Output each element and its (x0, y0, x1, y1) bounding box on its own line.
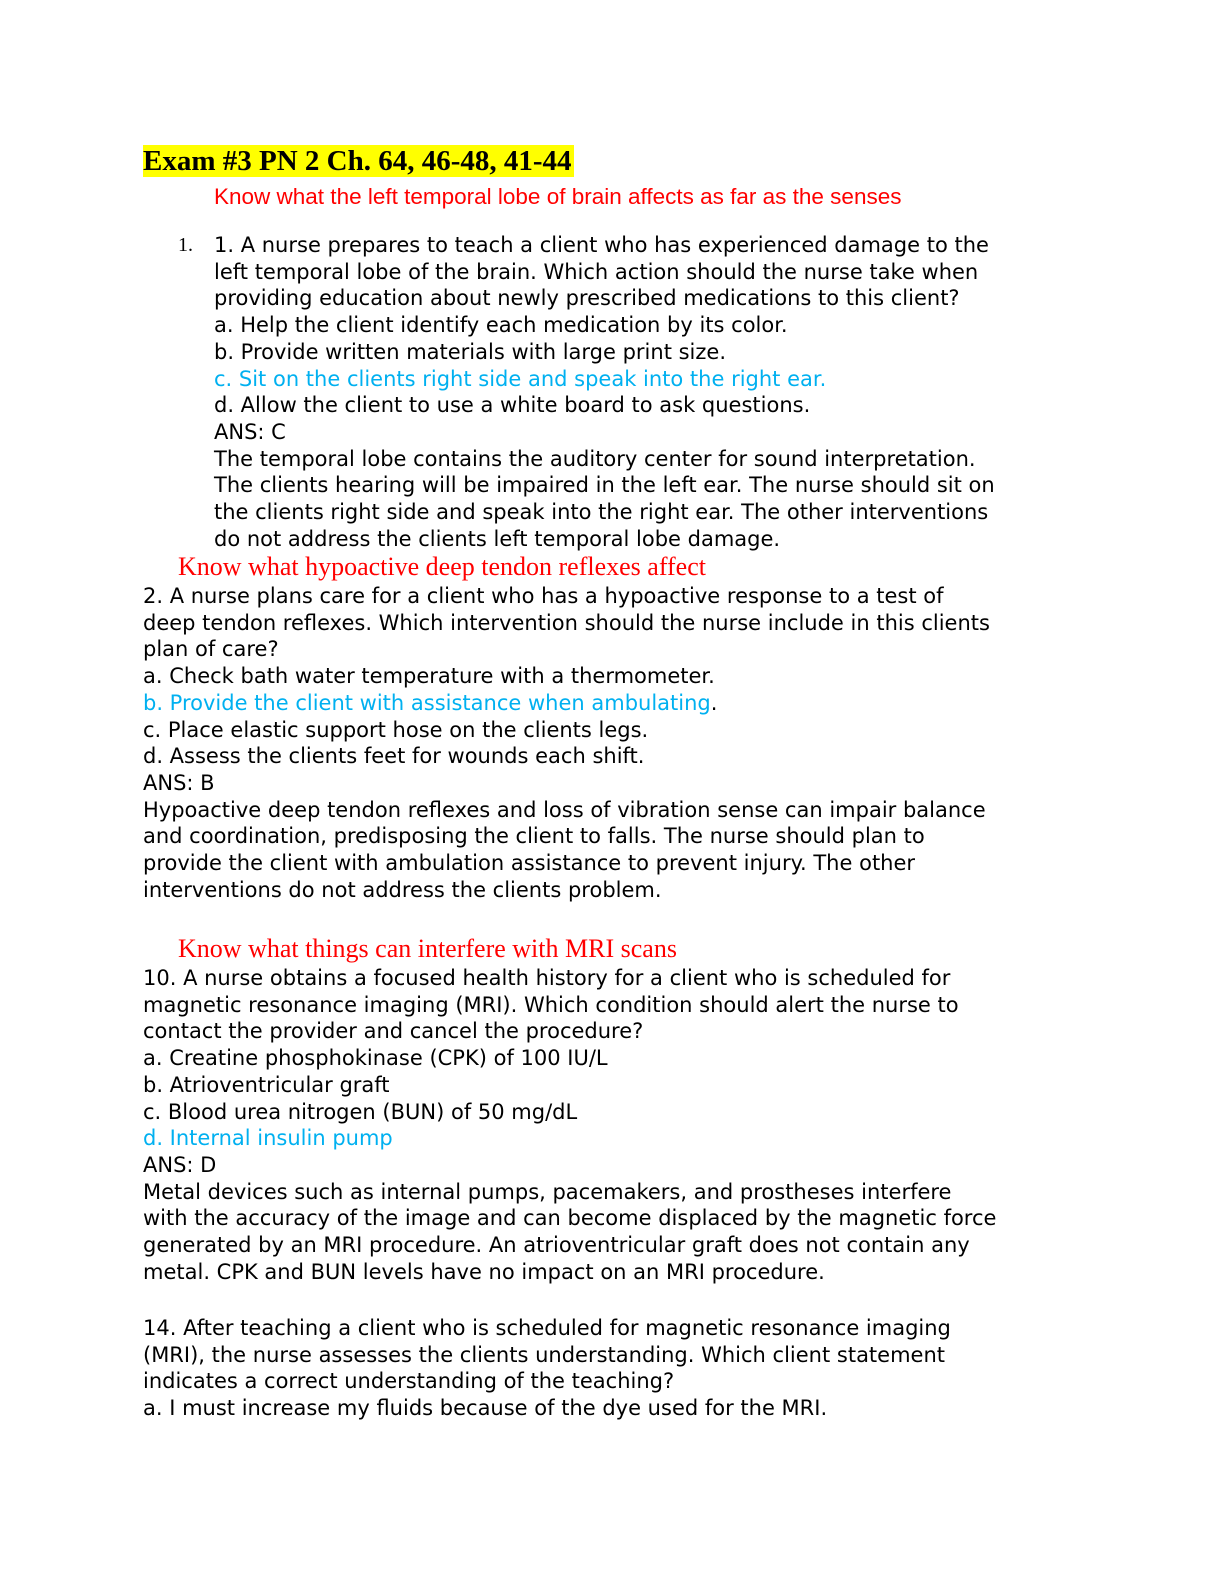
rationale-line: provide the client with ambulation assistance to prevent injury. The other (143, 851, 916, 876)
rationale-line: the clients right side and speak into the right ear. The other interventions (214, 500, 989, 525)
rationale-line: Hypoactive deep tendon reflexes and loss of vibration sense can impair balance (143, 797, 986, 822)
question-14 (143, 1315, 1093, 1422)
rationale-line: with the accuracy of the image and can become displaced by the magnetic force (143, 1206, 997, 1231)
question-2 (143, 583, 1093, 903)
rationale-line: Metal devices such as internal pumps, pacemakers, and prostheses interfere (143, 1179, 952, 1204)
question-stem-line: deep tendon reflexes. Which intervention should the nurse include in this clients (143, 610, 990, 635)
section-heading-temporal-lobe: Know what the left temporal lobe of brain affects as far as the senses (214, 184, 902, 209)
rationale-line: generated by an MRI procedure. An atrioventricular graft does not contain any (143, 1233, 970, 1258)
option-b-row (143, 690, 1093, 717)
option-a: a. Check bath water temperature with a thermometer. (143, 664, 715, 689)
question-stem-line: contact the provider and cancel the procedure? (143, 1019, 644, 1044)
option-c: c. Place elastic support hose on the clients legs. (143, 717, 649, 742)
question-stem-line: plan of care? (143, 637, 279, 662)
question-stem-line: 2. A nurse plans care for a client who has a hypoactive response to a test of (143, 584, 944, 608)
rationale-line: do not address the clients left temporal lobe damage. (214, 526, 781, 551)
option-c: c. Blood urea nitrogen (BUN) of 50 mg/dL (143, 1099, 578, 1124)
option-b-period: . (710, 690, 718, 715)
option-a: a. Creatine phosphokinase (CPK) of 100 IU/L (143, 1046, 608, 1071)
rationale-line: metal. CPK and BUN levels have no impact on an MRI procedure. (143, 1259, 825, 1284)
question-stem-line: 10. A nurse obtains a focused health history for a client who is scheduled for (143, 966, 951, 990)
section-heading-reflexes: Know what hypoactive deep tendon reflexes affect (178, 552, 706, 581)
question-stem-line: left temporal lobe of the brain. Which action should the nurse take when (214, 259, 979, 284)
title-highlight: Exam #3 PN 2 Ch. 64, 46-48, 41-44 (143, 145, 572, 177)
question-stem-line: indicates a correct understanding of the teaching? (143, 1369, 675, 1394)
option-d: d. Allow the client to use a white board to ask questions. (214, 393, 811, 418)
option-c-correct: c. Sit on the clients right side and speak into the right ear. (214, 366, 827, 391)
rationale-line: The clients hearing will be impaired in the left ear. The nurse should sit on (214, 473, 995, 498)
option-b-correct: b. Provide the client with assistance when ambulating (143, 690, 711, 715)
option-a: a. I must increase my fluids because of the dye used for the MRI. (143, 1396, 828, 1421)
question-stem-line: 14. After teaching a client who is scheduled for magnetic resonance imaging (143, 1316, 951, 1340)
question-stem-line: providing education about newly prescribed medications to this client? (214, 286, 960, 311)
option-d: d. Assess the clients feet for wounds each shift. (143, 744, 645, 769)
question-stem-line: (MRI), the nurse assesses the clients understanding. Which client statement (143, 1342, 946, 1367)
option-a: a. Help the client identify each medication by its color. (214, 313, 788, 338)
answer-key: ANS: B (143, 770, 215, 795)
rationale-line: The temporal lobe contains the auditory center for sound interpretation. (214, 446, 976, 471)
option-b: b. Provide written materials with large print size. (214, 339, 726, 364)
question-10 (143, 965, 1093, 1285)
question-stem-line: magnetic resonance imaging (MRI). Which condition should alert the nurse to (143, 992, 959, 1017)
section-heading-mri: Know what things can interfere with MRI scans (178, 934, 677, 963)
rationale-line: interventions do not address the clients problem. (143, 877, 662, 902)
question-1 (214, 232, 1094, 552)
rationale-line: and coordination, predisposing the client to falls. The nurse should plan to (143, 824, 925, 849)
option-b: b. Atrioventricular graft (143, 1072, 390, 1097)
document-title (143, 143, 574, 179)
answer-key: ANS: D (143, 1152, 217, 1177)
option-d-correct: d. Internal insulin pump (143, 1126, 393, 1151)
answer-key: ANS: C (214, 419, 286, 444)
question-stem-line: 1. A nurse prepares to teach a client who has experienced damage to the (214, 233, 989, 257)
list-number: 1. (178, 234, 193, 256)
